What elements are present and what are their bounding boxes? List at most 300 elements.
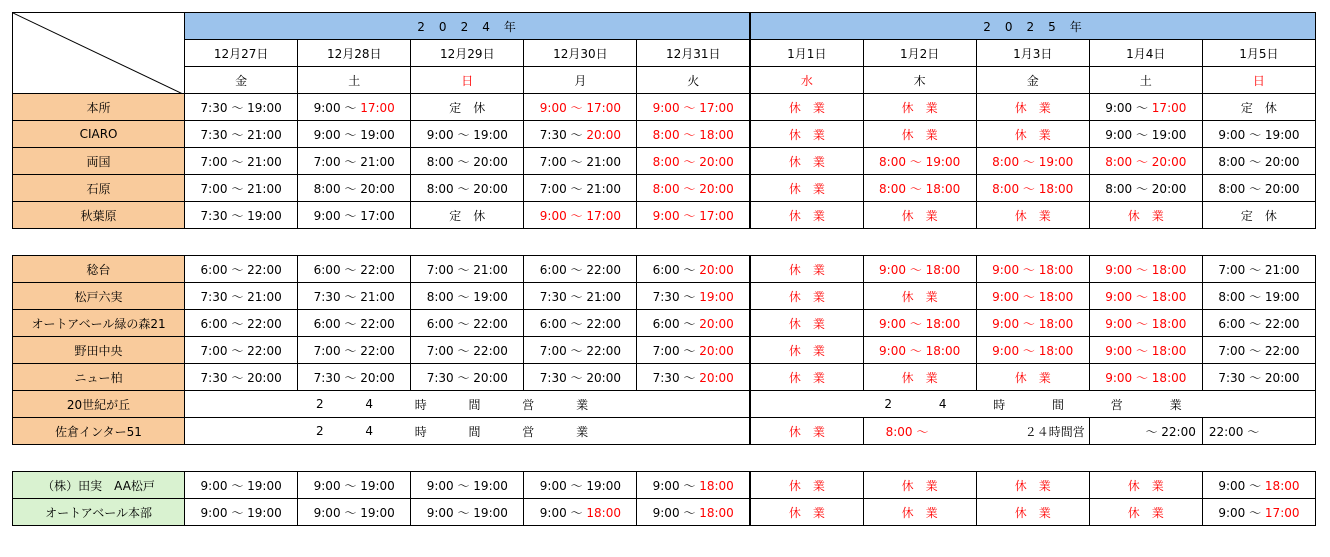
hours-cell xyxy=(976,364,1089,391)
table-row xyxy=(13,175,1316,202)
hours-cell xyxy=(863,256,976,283)
close-time: 20:00 xyxy=(1264,154,1300,169)
hours-text: 休 業 xyxy=(788,478,825,493)
hours-cell xyxy=(637,472,750,499)
range-separator: 〜 xyxy=(340,505,361,520)
close-time: 19:00 xyxy=(247,208,282,223)
close-time: 17:00 xyxy=(1264,505,1300,520)
close-time: 18:00 xyxy=(699,505,734,520)
range-separator: 〜 xyxy=(1132,289,1152,304)
hours-cell xyxy=(411,337,524,364)
hours-cell xyxy=(863,202,976,229)
hours-cell xyxy=(1089,283,1202,310)
span-24h-2024 xyxy=(185,391,750,418)
close-time: 20:00 xyxy=(699,343,734,358)
open-time: 9:00 xyxy=(1218,127,1246,142)
close-time: 22:00 xyxy=(586,343,621,358)
weekday-cell: 日 xyxy=(411,67,524,94)
open-time: 7:30 xyxy=(539,127,567,142)
close-time: 19:00 xyxy=(473,127,508,142)
hours-cell xyxy=(637,364,750,391)
hours-text: 休 業 xyxy=(788,343,825,358)
span-char: 営 xyxy=(1110,397,1123,412)
range-separator: 〜 xyxy=(453,343,474,358)
close-time: 22:00 xyxy=(247,316,282,331)
open-time: 8:00 xyxy=(652,181,680,196)
close-time: 19:00 xyxy=(473,505,508,520)
hours-cell xyxy=(524,337,637,364)
store-group-1 xyxy=(13,94,1316,229)
table-row xyxy=(13,364,1316,391)
hours-cell xyxy=(976,337,1089,364)
hours-text: 休 業 xyxy=(1127,505,1164,520)
hours-text: 休 業 xyxy=(788,262,825,277)
hours-cell xyxy=(185,337,298,364)
hours-text: 休 業 xyxy=(1014,100,1051,115)
open-time: 7:00 xyxy=(313,343,341,358)
range-separator: 〜 xyxy=(566,154,587,169)
weekday-cell: 金 xyxy=(185,67,298,94)
hours-cell xyxy=(976,121,1089,148)
hours-cell xyxy=(298,202,411,229)
hours-text: 休 業 xyxy=(788,289,825,304)
close-time: 19:00 xyxy=(1151,127,1187,142)
hours-cell xyxy=(411,148,524,175)
hours-cell xyxy=(750,148,863,175)
close-time: 18:00 xyxy=(1038,181,1074,196)
close-time: 21:00 xyxy=(360,154,395,169)
range-separator: 〜 xyxy=(453,262,474,277)
range-separator: 〜 xyxy=(679,100,700,115)
span-24h-2025 xyxy=(750,391,1315,418)
hours-text: 休 業 xyxy=(788,127,825,142)
range-separator: 〜 xyxy=(1245,478,1265,493)
hours-cell xyxy=(976,256,1089,283)
range-separator: 〜 xyxy=(340,154,361,169)
hours-cell xyxy=(185,202,298,229)
open-time: 9:00 xyxy=(313,505,341,520)
close-time: 19:00 xyxy=(473,478,508,493)
open-time: 7:00 xyxy=(539,154,567,169)
close-time: 17:00 xyxy=(699,208,734,223)
hours-cell xyxy=(750,472,863,499)
hours-cell xyxy=(411,472,524,499)
hours-cell xyxy=(1202,256,1315,283)
open-time: 9:00 xyxy=(539,100,567,115)
hours-cell xyxy=(524,148,637,175)
table-row xyxy=(13,256,1316,283)
hours-cell xyxy=(750,310,863,337)
table-row xyxy=(13,310,1316,337)
range-separator: 〜 xyxy=(1132,343,1152,358)
range-separator: 〜 xyxy=(566,262,587,277)
close-time: 20:00 xyxy=(699,370,734,385)
store-name: 両国 xyxy=(13,148,185,175)
close-time: 19:00 xyxy=(925,154,961,169)
range-separator: 〜 xyxy=(566,208,587,223)
range-separator: 〜 xyxy=(566,289,587,304)
range-separator: 〜 xyxy=(227,208,248,223)
close-time: 21:00 xyxy=(247,181,282,196)
open-time: 9:00 xyxy=(426,478,454,493)
range-separator: 〜 xyxy=(679,343,700,358)
open-time: 8:00 xyxy=(426,289,454,304)
hours-cell xyxy=(637,499,750,526)
span-char: 業 xyxy=(576,424,589,439)
close-time: 18:00 xyxy=(1151,262,1187,277)
close-time: 19:00 xyxy=(473,289,508,304)
open-time: 9:00 xyxy=(539,208,567,223)
open-time: 9:00 xyxy=(200,478,228,493)
date-cell: 12月29日 xyxy=(411,40,524,67)
table-row xyxy=(13,94,1316,121)
open-time: 6:00 xyxy=(539,262,567,277)
open-time: 7:30 xyxy=(426,370,454,385)
open-time: 7:00 xyxy=(200,181,228,196)
close-time: 20:00 xyxy=(473,370,508,385)
hours-cell xyxy=(863,94,976,121)
hours-cell xyxy=(1089,175,1202,202)
hours-cell xyxy=(750,175,863,202)
range-separator: 〜 xyxy=(1245,505,1265,520)
hours-cell xyxy=(863,337,976,364)
hours-text: 休 業 xyxy=(1014,478,1051,493)
range-separator: 〜 xyxy=(340,100,361,115)
open-time: 9:00 xyxy=(1105,289,1133,304)
close-time: 19:00 xyxy=(699,289,734,304)
hours-cell xyxy=(1089,499,1202,526)
close-time: 18:00 xyxy=(1151,370,1187,385)
span-char: 2 xyxy=(884,397,893,411)
range-separator: 〜 xyxy=(227,181,248,196)
hours-text: 休 業 xyxy=(1014,127,1051,142)
open-time: 7:30 xyxy=(313,370,341,385)
hours-cell xyxy=(298,310,411,337)
range-separator: 〜 xyxy=(227,478,248,493)
range-separator: 〜 xyxy=(1245,370,1265,385)
span-char: 2 xyxy=(315,397,324,411)
range-separator: 〜 xyxy=(1132,181,1152,196)
span-char: 4 xyxy=(365,424,374,438)
range-separator: 〜 xyxy=(340,370,361,385)
hours-cell xyxy=(976,283,1089,310)
open-time: 6:00 xyxy=(1218,316,1246,331)
open-time: 7:30 xyxy=(539,289,567,304)
close-time: 18:00 xyxy=(1264,478,1300,493)
hours-text: 休 業 xyxy=(901,505,938,520)
hours-cell xyxy=(1089,310,1202,337)
hours-cell xyxy=(750,121,863,148)
close-time: 18:00 xyxy=(1038,262,1074,277)
spacer-row xyxy=(13,445,1316,472)
open-time: 7:00 xyxy=(200,154,228,169)
close-time: 20:00 xyxy=(247,370,282,385)
hours-text: 休 業 xyxy=(788,370,825,385)
close-time: 17:00 xyxy=(1151,100,1187,115)
close-time: 22:00 xyxy=(360,262,395,277)
open-time: 9:00 xyxy=(1105,127,1133,142)
range-separator: 〜 xyxy=(1245,343,1265,358)
hours-text: 休 業 xyxy=(901,127,938,142)
open-time: 9:00 xyxy=(1105,262,1133,277)
close-time: 20:00 xyxy=(1151,154,1187,169)
range-separator: 〜 xyxy=(453,181,474,196)
open-time: 9:00 xyxy=(1105,316,1133,331)
date-cell: 1月5日 xyxy=(1202,40,1315,67)
hours-text: 休 業 xyxy=(788,208,825,223)
diagonal-line xyxy=(13,13,185,94)
close-time: 19:00 xyxy=(1264,127,1300,142)
hours-cell xyxy=(863,175,976,202)
weekday-cell: 火 xyxy=(637,67,750,94)
span-char: 4 xyxy=(365,397,374,411)
hours-cell xyxy=(637,310,750,337)
store-name: 野田中央 xyxy=(13,337,185,364)
close-time: 22:00 xyxy=(586,262,621,277)
hours-cell xyxy=(298,472,411,499)
close-time: 20:00 xyxy=(1264,181,1300,196)
range-separator: 〜 xyxy=(566,343,587,358)
range-separator: 〜 xyxy=(340,478,361,493)
open-time: 7:30 xyxy=(539,370,567,385)
table-row xyxy=(13,283,1316,310)
hours-text: 休 業 xyxy=(788,154,825,169)
range-separator: 〜 xyxy=(227,316,248,331)
close-time: 18:00 xyxy=(925,262,961,277)
weekday-cell: 木 xyxy=(863,67,976,94)
hours-table xyxy=(12,12,1316,526)
open-time: 8:00 xyxy=(992,154,1020,169)
corner-diagonal-cell xyxy=(13,13,185,94)
open-time: 9:00 xyxy=(879,316,906,331)
open-time: 9:00 xyxy=(992,343,1020,358)
open-time: 8:00 xyxy=(1105,154,1133,169)
hours-text: 定 休 xyxy=(1240,208,1277,223)
open-time: 7:30 xyxy=(200,127,228,142)
open-time: 9:00 xyxy=(879,343,906,358)
range-separator: 〜 xyxy=(1019,181,1039,196)
span-char: 時 xyxy=(414,397,427,412)
close-time: 21:00 xyxy=(247,127,282,142)
store-name: 佐倉インター51 xyxy=(13,418,185,445)
hours-cell xyxy=(411,499,524,526)
close-time: 22:00 xyxy=(1264,343,1300,358)
hours-cell xyxy=(185,121,298,148)
close-time: 18:00 xyxy=(1038,343,1074,358)
hours-cell xyxy=(750,364,863,391)
close-time: 21:00 xyxy=(1264,262,1300,277)
close-time: 18:00 xyxy=(925,316,961,331)
open-time: 6:00 xyxy=(652,316,680,331)
hours-cell xyxy=(750,94,863,121)
close-time: 21:00 xyxy=(586,181,621,196)
close-time: 21:00 xyxy=(247,154,282,169)
span-char: 2 xyxy=(315,424,324,438)
open-time: 9:00 xyxy=(426,505,454,520)
hours-text: 休 業 xyxy=(1014,208,1051,223)
open-time: 9:00 xyxy=(1105,343,1133,358)
hours-cell xyxy=(298,121,411,148)
close-time: 17:00 xyxy=(586,100,621,115)
hours-cell xyxy=(185,175,298,202)
open-time: 7:30 xyxy=(200,370,228,385)
hours-cell xyxy=(976,202,1089,229)
open-time: 9:00 xyxy=(426,127,454,142)
close-time: 19:00 xyxy=(247,505,282,520)
close-time: 20:00 xyxy=(699,316,734,331)
open-time: 7:00 xyxy=(426,343,454,358)
range-separator: 〜 xyxy=(679,478,700,493)
date-cell: 12月31日 xyxy=(637,40,750,67)
span-char: 間 xyxy=(1052,397,1065,412)
close-time: 18:00 xyxy=(1151,343,1187,358)
store-name: 本所 xyxy=(13,94,185,121)
table-row xyxy=(13,337,1316,364)
close-time: 19:00 xyxy=(247,478,282,493)
store-name: 秋葉原 xyxy=(13,202,185,229)
close-time: 21:00 xyxy=(586,154,621,169)
close-time: 20:00 xyxy=(473,181,508,196)
hours-text: 休 業 xyxy=(1014,505,1051,520)
range-separator: 〜 xyxy=(453,478,474,493)
open-time: 7:00 xyxy=(1218,343,1246,358)
hours-cell xyxy=(411,121,524,148)
open-time: 8:00 xyxy=(652,127,680,142)
hours-cell: 〜 22:00 xyxy=(1089,418,1202,445)
hours-cell: 8:00 〜 xyxy=(863,418,976,445)
range-separator: 〜 xyxy=(340,289,361,304)
table-row xyxy=(13,418,1316,445)
close-time: 22:00 xyxy=(247,343,282,358)
hours-cell xyxy=(976,148,1089,175)
hours-cell xyxy=(1202,148,1315,175)
store-name: 20世紀が丘 xyxy=(13,391,185,418)
close-time: 19:00 xyxy=(360,505,395,520)
open-time: 6:00 xyxy=(313,316,341,331)
date-cell: 12月27日 xyxy=(185,40,298,67)
hours-text: 休 業 xyxy=(901,208,938,223)
close-time: 20:00 xyxy=(586,127,621,142)
close-time: 20:00 xyxy=(699,262,734,277)
range-separator: 〜 xyxy=(1245,127,1265,142)
open-time: 8:00 xyxy=(1218,289,1246,304)
open-time: 6:00 xyxy=(200,316,228,331)
span-char: 営 xyxy=(522,397,535,412)
hours-cell xyxy=(863,148,976,175)
hours-cell xyxy=(411,364,524,391)
hours-cell xyxy=(185,256,298,283)
date-row xyxy=(13,40,1316,67)
open-time: 9:00 xyxy=(539,505,567,520)
store-name: オートアベール緑の森21 xyxy=(13,310,185,337)
table-row xyxy=(13,391,1316,418)
hours-cell xyxy=(637,283,750,310)
range-separator: 〜 xyxy=(566,370,587,385)
close-time: 20:00 xyxy=(473,154,508,169)
hours-cell xyxy=(411,256,524,283)
open-time: 9:00 xyxy=(313,100,341,115)
open-time: 9:00 xyxy=(1105,370,1133,385)
hours-cell xyxy=(1202,175,1315,202)
close-time: 19:00 xyxy=(360,478,395,493)
hours-text: 定 休 xyxy=(1240,100,1277,115)
range-separator: 〜 xyxy=(906,316,926,331)
hours-cell xyxy=(185,283,298,310)
range-separator: 〜 xyxy=(227,343,248,358)
hours-cell xyxy=(1202,337,1315,364)
open-time: 9:00 xyxy=(992,289,1020,304)
hours-cell xyxy=(1089,364,1202,391)
date-cell: 1月1日 xyxy=(750,40,863,67)
close-time: 18:00 xyxy=(1038,316,1074,331)
hours-text: 休 業 xyxy=(1127,478,1164,493)
table-row xyxy=(13,148,1316,175)
close-time: 19:00 xyxy=(1038,154,1074,169)
open-time: 8:00 xyxy=(1218,154,1246,169)
weekday-cell: 月 xyxy=(524,67,637,94)
close-time: 19:00 xyxy=(247,100,282,115)
table-row xyxy=(13,202,1316,229)
close-time: 18:00 xyxy=(1151,316,1187,331)
open-time: 7:30 xyxy=(652,289,680,304)
close-time: 22:00 xyxy=(360,316,395,331)
store-name: ニュー柏 xyxy=(13,364,185,391)
hours-cell xyxy=(1202,364,1315,391)
hours-cell xyxy=(1089,94,1202,121)
range-separator: 〜 xyxy=(1132,370,1152,385)
hours-cell xyxy=(863,364,976,391)
hours-cell xyxy=(185,472,298,499)
hours-text: 休 業 xyxy=(788,181,825,196)
range-separator: 〜 xyxy=(679,316,700,331)
span-char: 時 xyxy=(993,397,1006,412)
close-time: 19:00 xyxy=(360,127,395,142)
store-group-24h xyxy=(13,391,1316,445)
year-2025-header: 2 0 2 5 年 xyxy=(750,13,1315,40)
close-time: 17:00 xyxy=(360,100,395,115)
store-name: オートアベール本部 xyxy=(13,499,185,526)
range-separator: 〜 xyxy=(340,181,361,196)
open-time: 7:00 xyxy=(539,181,567,196)
hours-text: 定 休 xyxy=(449,208,486,223)
range-separator: 〜 xyxy=(679,154,700,169)
open-time: 8:00 xyxy=(313,181,341,196)
hours-cell xyxy=(298,256,411,283)
hours-cell: ２４時間営 xyxy=(976,418,1089,445)
hours-cell xyxy=(976,499,1089,526)
hours-cell xyxy=(298,499,411,526)
span-char: 間 xyxy=(468,397,481,412)
range-separator: 〜 xyxy=(453,505,474,520)
hours-cell xyxy=(298,175,411,202)
hours-text: 休 業 xyxy=(788,100,825,115)
range-separator: 〜 xyxy=(679,181,700,196)
range-separator: 〜 xyxy=(1019,316,1039,331)
date-cell: 12月28日 xyxy=(298,40,411,67)
weekday-cell: 水 xyxy=(750,67,863,94)
range-separator: 〜 xyxy=(566,100,587,115)
hours-text: 休 業 xyxy=(1014,370,1051,385)
range-separator: 〜 xyxy=(679,289,700,304)
open-time: 8:00 xyxy=(1105,181,1133,196)
hours-cell xyxy=(1202,94,1315,121)
hours-cell xyxy=(1202,499,1315,526)
hours-cell xyxy=(976,94,1089,121)
open-time: 9:00 xyxy=(1105,100,1133,115)
close-time: 20:00 xyxy=(360,181,395,196)
hours-cell xyxy=(1202,310,1315,337)
open-time: 7:30 xyxy=(313,289,341,304)
